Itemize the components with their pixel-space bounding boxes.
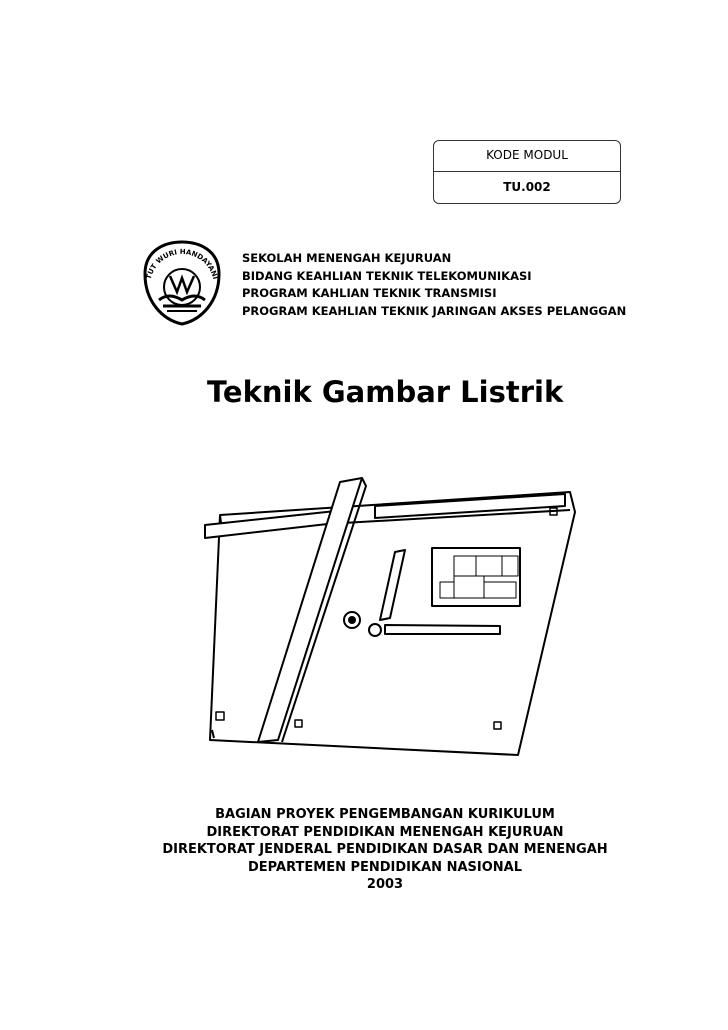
institution-line: PROGRAM KAHLIAN TEKNIK TRANSMISI [242,286,497,300]
footer-line: DIREKTORAT PENDIDIKAN MENENGAH KEJURUAN [206,824,564,840]
institution-line: BIDANG KEAHLIAN TEKNIK TELEKOMUNIKASI [242,268,532,283]
module-code-box [433,140,621,204]
module-code-value: TU.002 [503,180,551,194]
logo-ring-text: TUT WURI HANDAYANI [144,247,220,281]
module-code-label: KODE MODUL [486,148,568,162]
tut-wuri-handayani-logo [141,240,223,326]
institution-block [242,250,626,320]
document-title: Teknik Gambar Listrik [207,375,564,409]
footer-line: BAGIAN PROYEK PENGEMBANGAN KURIKULUM [215,807,555,822]
institution-line: PROGRAM KEAHLIAN TEKNIK JARINGAN AKSES PELANGGAN [242,303,627,318]
footer-line: DIREKTORAT JENDERAL PENDIDIKAN DASAR DAN MENENGAH [162,842,608,857]
publisher-footer [140,806,630,894]
footer-year: 2003 [366,877,404,892]
footer-line: DEPARTEMEN PENDIDIKAN NASIONAL [248,859,522,875]
drafting-table-illustration [200,470,585,770]
institution-line: SEKOLAH MENENGAH KEJURUAN [242,251,452,265]
